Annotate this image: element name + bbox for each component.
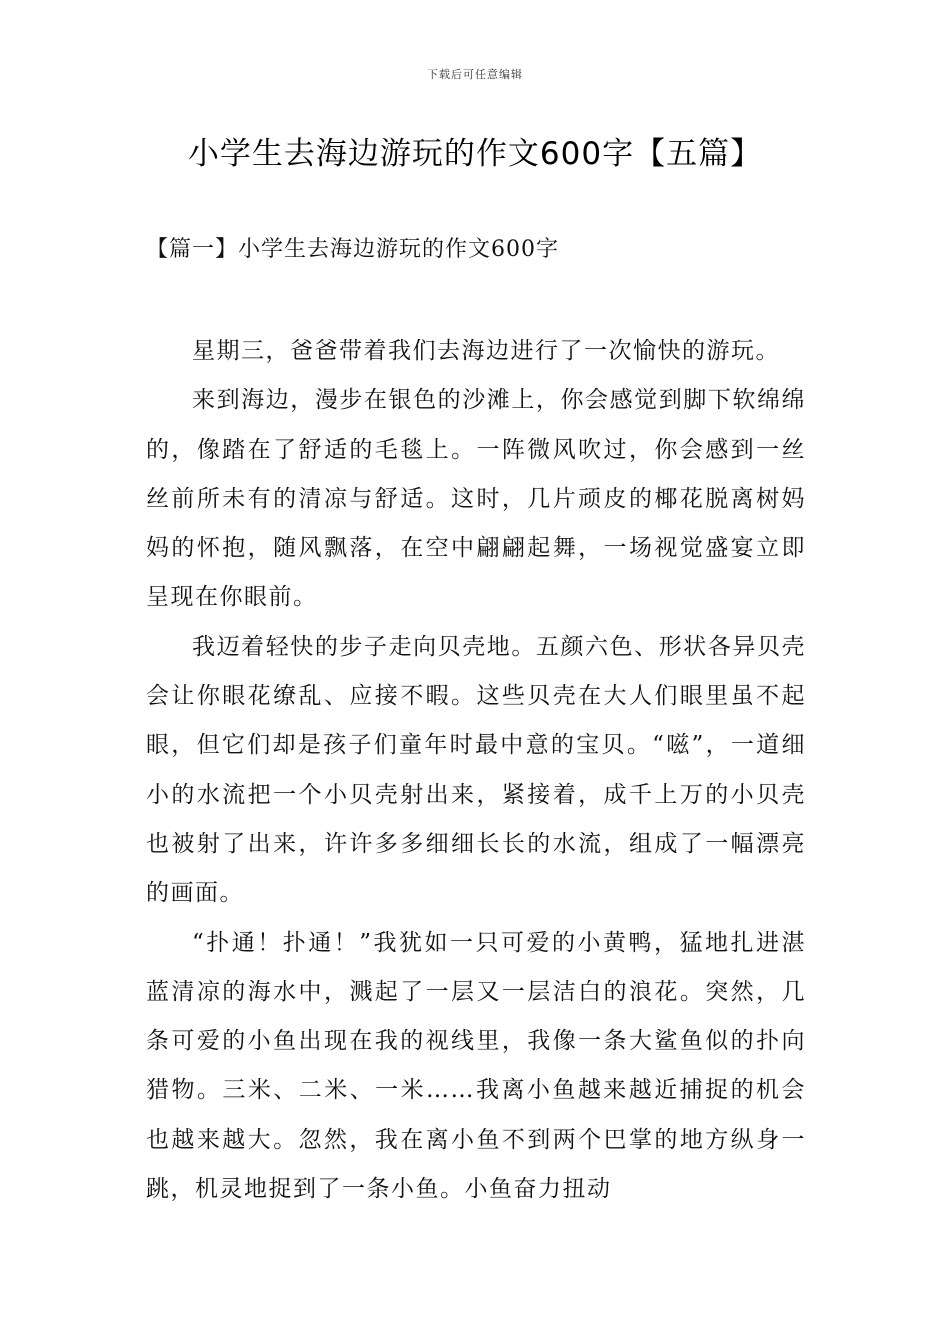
paragraph-4: “扑通！扑通！”我犹如一只可爱的小黄鸭，猛地扎进湛蓝清凉的海水中，溅起了一层又一层洁白的浪花。突然，几条可爱的小鱼出现在我的视线里，我像一条大鲨鱼似的扑向猎物。三米、二米、一米……我离小鱼越来越近捕捉的机会也越来越大。忽然，我在离小鱼不到两个巴掌的地方纵身一跳，机灵地捉到了一条小鱼。小鱼奋力扭动: [146, 929, 806, 1203]
header-note: 下载后可任意编辑: [427, 68, 523, 81]
paragraph-2: 来到海边，漫步在银色的沙滩上，你会感觉到脚下软绵绵的，像踏在了舒适的毛毯上。一阵微风吹过，你会感到一丝丝前所未有的清凉与舒适。这时，几片顽皮的椰花脱离树妈妈的怀抱，随风飘落，在空中翩翩起舞，一场视觉盛宴立即呈现在你眼前。: [146, 387, 806, 611]
section-heading: 【篇一】小学生去海边游玩的作文600字: [146, 237, 559, 262]
paragraph-3: 我迈着轻快的步子走向贝壳地。五颜六色、形状各异贝壳会让你眼花缭乱、应接不暇。这些贝壳在大人们眼里虽不起眼，但它们却是孩子们童年时最中意的宝贝。“嗞”，一道细小的水流把一个小贝壳射出来，紧接着，成千上万的小贝壳也被射了出来，许许多多细细长长的水流，组成了一幅漂亮的画面。: [146, 633, 806, 907]
essay-body: [146, 327, 806, 1214]
document-title: 小学生去海边游玩的作文600字【五篇】: [187, 136, 763, 172]
paragraph-1: 星期三，爸爸带着我们去海边进行了一次愉快的游玩。: [192, 338, 780, 364]
